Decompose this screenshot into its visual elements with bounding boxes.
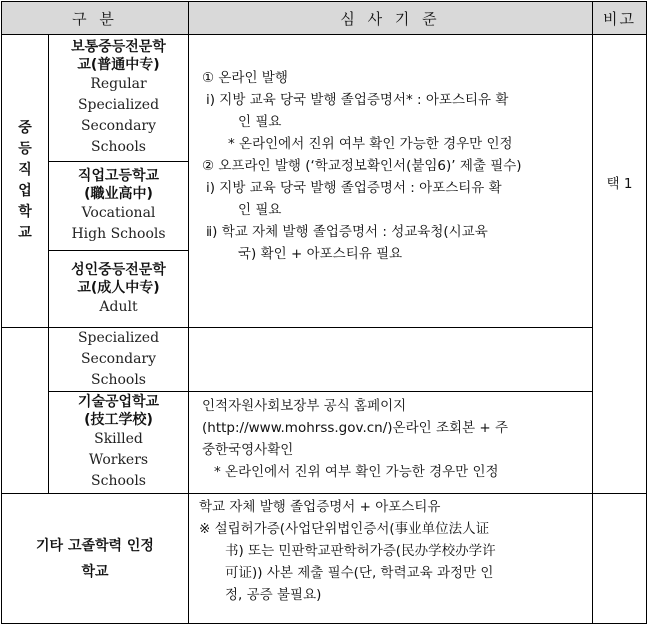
- criteria-line: 인적자원사회보장부 공식 홈페이지: [202, 398, 407, 414]
- school-type-en: Schools: [91, 139, 146, 155]
- school-type-ko: (技工学校): [84, 412, 153, 428]
- criteria-line: 정, 공증 불필요): [225, 587, 322, 603]
- criteria-line: 학교 자체 발행 졸업증명서 + 아포스티유: [199, 499, 441, 515]
- criteria-line: 书) 또는 민판학교판학허가증(民办学校办学许: [225, 543, 496, 559]
- school-type-ko: (職业高中): [84, 186, 153, 202]
- criteria-line: ① 온라인 발행: [202, 70, 288, 86]
- technical-group-label: [1, 327, 49, 494]
- school-type-ko: 기술공업학교: [77, 394, 160, 410]
- school-type-en: Secondary: [80, 118, 157, 134]
- school-type-en: Vocational: [81, 205, 156, 221]
- criteria-line: 可证)) 사본 제출 필수(단, 학력교육 과정만 인: [225, 565, 494, 581]
- criteria-line: 중한국영사확인: [202, 442, 294, 458]
- middle-school-label: [1, 34, 49, 328]
- label-char: 업: [18, 183, 32, 199]
- school-type-en: Secondary: [80, 351, 157, 367]
- label-char: 등: [18, 141, 32, 157]
- school-type-ko: 성인중등전문학: [71, 261, 166, 278]
- school-type-ko: 교(成人中专): [77, 279, 160, 296]
- other-label-line: 학교: [81, 563, 109, 580]
- school-type-en: Workers: [88, 452, 149, 468]
- school-type-regular: [48, 34, 189, 162]
- school-type-en: Specialized: [77, 97, 160, 113]
- remark-value: 택 1: [606, 176, 633, 192]
- other-criteria: [188, 493, 593, 624]
- school-type-specialized: [48, 327, 189, 392]
- school-type-en: High Schools: [71, 226, 166, 242]
- criteria-line: 국) 확인 + 아포스티유 필요: [238, 246, 403, 262]
- label-char: 중: [18, 120, 32, 136]
- label-char: 직: [18, 162, 32, 178]
- remark-cell: [592, 34, 647, 494]
- school-type-adult: [48, 250, 189, 328]
- specialized-criteria: [188, 327, 593, 392]
- school-type-ko: 교(普通中专): [77, 57, 160, 73]
- criteria-line: 인 필요: [238, 114, 282, 130]
- criteria-line: ※ 설립허가증(사업단위법인증서(事业单位法人证: [199, 521, 490, 537]
- criteria-line: ⅱ) 학교 자체 발행 졸업증명서 : 성교육청(시교육: [206, 224, 488, 240]
- label-char: 교: [18, 225, 32, 241]
- school-type-en: Schools: [91, 473, 146, 489]
- school-type-en: Adult: [99, 298, 138, 315]
- criteria-line: ⅰ) 지방 교육 당국 발행 졸업증명서* : 아포스티유 확: [206, 92, 509, 108]
- other-label-line: 기타 고졸학력 인정: [36, 537, 154, 554]
- school-type-en: Skilled: [94, 431, 143, 447]
- school-type-ko: 보통중등전문학: [71, 39, 166, 55]
- criteria-line: ② 오프라인 발행 (‘학교정보확인서(붙임6)’ 제출 필수): [202, 158, 522, 174]
- school-type-en: Regular: [90, 76, 147, 92]
- other-remark: [592, 493, 647, 624]
- criteria-table: [1, 1, 647, 624]
- school-type-ko: 직업고등학교: [77, 168, 160, 184]
- criteria-line: * 온라인에서 진위 여부 확인 가능한 경우만 인정: [214, 464, 499, 480]
- header-remark: 비고: [592, 1, 647, 35]
- header-category: 구 분: [1, 1, 189, 35]
- technical-criteria: [188, 391, 593, 494]
- header-criteria: 심 사 기 준: [188, 1, 593, 35]
- school-type-en: Schools: [91, 372, 146, 388]
- criteria-line: (http://www.mohrss.gov.cn/)온라인 조회본 + 주: [202, 420, 509, 436]
- other-school-label: [1, 493, 189, 624]
- criteria-line: 인 필요: [238, 202, 282, 218]
- criteria-line: * 온라인에서 진위 여부 확인 가능한 경우만 인정: [228, 136, 513, 152]
- school-type-vocational: [48, 161, 189, 251]
- label-char: 학: [18, 204, 32, 220]
- criteria-line: ⅰ) 지방 교육 당국 발행 졸업증명서 : 아포스티유 확: [206, 180, 502, 196]
- middle-school-criteria: [188, 34, 593, 328]
- school-type-technical: [48, 391, 189, 494]
- school-type-en: Specialized: [77, 330, 160, 346]
